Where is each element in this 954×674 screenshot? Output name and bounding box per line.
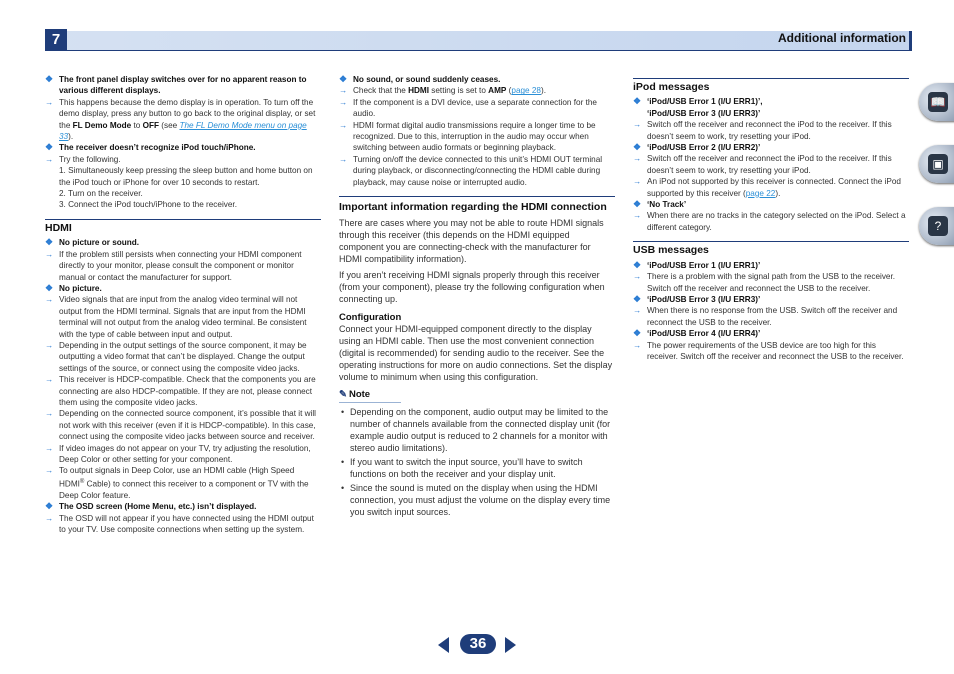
answer: → Switch off the receiver and reconnect the iPod to the receiver. If this doesn’t seem to work, try resetting your iPod. xyxy=(633,120,892,141)
book-icon: 📖 xyxy=(928,92,948,112)
question: ❖ ‘iPod/USB Error 3 (I/U ERR3)’ xyxy=(633,293,761,304)
question: ❖ No sound, or sound suddenly ceases. xyxy=(339,74,501,84)
column-middle xyxy=(339,74,615,520)
section-title: Additional information xyxy=(778,31,906,45)
answer: → Depending in the output settings of the source component, it may be outputting a video format that can’t be displayed. Change the output settings of the source, or connect using the composite video jacks. xyxy=(45,340,307,373)
arrow-right-icon: → xyxy=(633,177,642,187)
answer: → HDMI format digital audio transmissions require a longer time to be recognized. Due to this, interruption in the audio may occur when switching between audio formats or beginning playback. xyxy=(339,120,596,153)
diamond-icon: ❖ xyxy=(633,259,642,270)
header-end-bar xyxy=(909,31,912,51)
question: ❖ ‘No Track’ xyxy=(633,199,687,210)
answer: → If the component is a DVI device, use a separate connection for the audio. xyxy=(339,97,597,119)
arrow-right-icon: → xyxy=(45,513,54,523)
arrow-right-icon: → xyxy=(633,211,642,221)
answer: → Depending on the connected source component, it’s possible that it will not work with this receiver (even if it is HDCP-compatible). In this case, connect using the composite video jacks between source and receiver. xyxy=(45,409,317,442)
diamond-icon: ❖ xyxy=(339,74,348,84)
answer: → Try the following. xyxy=(45,154,121,164)
diamond-icon: ❖ xyxy=(633,142,642,153)
diamond-icon: ❖ xyxy=(633,199,642,210)
question: ❖ ‘iPod/USB Error 2 (I/U ERR2)’ xyxy=(633,142,761,153)
arrow-right-icon: → xyxy=(339,120,348,130)
column-right xyxy=(633,74,909,362)
arrow-right-icon: → xyxy=(633,340,642,350)
question: ❖ ‘iPod/USB Error 4 (I/U ERR4)’ xyxy=(633,328,761,339)
previous-page-icon[interactable] xyxy=(438,637,449,653)
answer: → Switch off the receiver and reconnect the iPod to the receiver. If this doesn’t seem to work, try resetting your iPod. xyxy=(633,154,892,175)
bullet-icon: • xyxy=(341,456,345,467)
bullet-icon: • xyxy=(341,406,345,417)
answer: → An iPod not supported by this receiver is connected. Connect the iPod supported by this receiver (page 22). xyxy=(633,177,901,198)
paragraph: If you aren’t receiving HDMI signals properly through this receiver (from your component), please try the following configuration when connecting up. xyxy=(339,270,605,305)
section-heading-hdmi: HDMI xyxy=(45,219,321,234)
answer: → To output signals in Deep Color, use an HDMI cable (High Speed HDMI® Cable) to connect this receiver to a component or TV with the Deep Color feature. xyxy=(45,466,309,500)
paragraph: There are cases where you may not be able to route HDMI signals through this receiver (this depends on the HDMI equipped component you are connecting-check with the manufacturer for HDMI compatibility information). xyxy=(339,218,604,265)
arrow-right-icon: → xyxy=(45,295,54,305)
diamond-icon: ❖ xyxy=(45,282,54,293)
answer: → The OSD will not appear if you have connected using the HDMI output to your TV. Use composite connections when setting up the system. xyxy=(45,513,314,535)
next-page-icon[interactable] xyxy=(505,637,516,653)
section-heading-usb: USB messages xyxy=(633,241,909,256)
page-link[interactable]: The FL Demo Mode menu on page 33 xyxy=(59,120,307,142)
answer: → Video signals that are input from the analog video terminal will not output from the HDMI terminal. Signals that are input from the HDMI terminal will not output from the analog video terminal. Be consistent with the type of cable between input and output. xyxy=(45,295,307,339)
question: ❖ The front panel display switches over for no apparent reason to various different displays. xyxy=(45,74,307,96)
diamond-icon: ❖ xyxy=(633,328,642,339)
answer: → This receiver is HDCP-compatible. Check that the components you are connecting are also HDCP-compatible. If they are not, please connect them using the composite video jacks. xyxy=(45,375,316,407)
arrow-right-icon: → xyxy=(45,466,54,476)
note-item: • Depending on the component, audio output may be limited to the number of channels available from the connected display unit (for example audio output is reduced to 2 channels for a monitor with stereo audio limitations). xyxy=(341,406,611,453)
arrow-right-icon: → xyxy=(339,154,348,164)
page-link[interactable]: page 22 xyxy=(745,188,776,198)
note-item: • If you want to switch the input source, you’ll have to switch functions on both the receiver and your display unit. xyxy=(341,456,583,479)
diamond-icon: ❖ xyxy=(633,293,642,304)
diamond-icon: ❖ xyxy=(45,237,54,248)
answer: → This happens because the demo display is in operation. To turn off the demo display, press any button to go back to the original display, or set the FL Demo Mode to OFF (see The FL Demo Mode menu on page 33). xyxy=(45,97,316,142)
question: ❖ No picture or sound. xyxy=(45,237,140,248)
question: ❖ ‘iPod/USB Error 1 (I/U ERR1)’, ‘iPod/USB Error 3 (I/U ERR3)’ xyxy=(633,96,763,118)
section-heading-hdmi-info: Important information regarding the HDMI connection xyxy=(339,196,615,214)
subheading-configuration: Configuration xyxy=(339,312,402,324)
diamond-icon: ❖ xyxy=(45,501,54,512)
arrow-right-icon: → xyxy=(339,97,348,107)
note-heading: ✎ Note xyxy=(339,389,401,402)
arrow-right-icon: → xyxy=(45,443,54,453)
page-number: 36 xyxy=(460,634,496,654)
arrow-right-icon: → xyxy=(45,154,54,164)
step-item: 3. Connect the iPod touch/iPhone to the receiver. xyxy=(59,200,237,210)
step-item: 1. Simultaneously keep pressing the sleep button and home button on the iPod touch or iPhone for over 10 seconds to restart. xyxy=(59,166,313,187)
arrow-right-icon: → xyxy=(45,249,54,259)
arrow-right-icon: → xyxy=(45,409,54,419)
diamond-icon: ❖ xyxy=(45,142,54,153)
answer: → Turning on/off the device connected to this unit’s HDMI OUT terminal during playback, or disconnecting/connecting the HDMI cable during playback, may cause noise or interrupted audio. xyxy=(339,154,603,187)
answer: → If the problem still persists when connecting your HDMI component directly to your monitor, please consult the component or monitor manual or contact the manufacturer for support. xyxy=(45,249,302,282)
answer: → When there is no response from the USB. Switch off the receiver and reconnect the USB to the receiver. xyxy=(633,306,898,327)
question: ❖ The OSD screen (Home Menu, etc.) isn’t displayed. xyxy=(45,501,257,512)
question: ❖ The receiver doesn’t recognize iPod touch/iPhone. xyxy=(45,142,256,153)
note-item: • Since the sound is muted on the display when using the HDMI connection, you must adjust the volume on the display every time you switch input sources. xyxy=(341,482,611,517)
paragraph: Connect your HDMI-equipped component directly to the display using an HDMI cable. Then use the most convenient connection (digital is recommended) for sending audio to the receiver. See the operating instructions for more on audio connections. Set the display volume to minimum when using this configuration. xyxy=(339,324,613,383)
help-icon: ? xyxy=(928,216,948,236)
receiver-icon: ▣ xyxy=(928,154,948,174)
pencil-icon: ✎ xyxy=(339,389,347,401)
question: ❖ No picture. xyxy=(45,282,102,293)
answer: → There is a problem with the signal path from the USB to the receiver. Switch off the receiver and reconnect the USB to the receiver. xyxy=(633,272,896,293)
column-left xyxy=(45,74,321,536)
chapter-number: 7 xyxy=(45,29,67,51)
pager xyxy=(438,634,518,656)
arrow-right-icon: → xyxy=(633,306,642,316)
side-tab-book[interactable] xyxy=(919,83,954,121)
arrow-right-icon: → xyxy=(339,86,348,96)
side-tab-help[interactable] xyxy=(919,207,954,245)
arrow-right-icon: → xyxy=(633,154,642,164)
side-tab-receiver[interactable] xyxy=(919,145,954,183)
page-link[interactable]: page 28 xyxy=(511,86,541,96)
arrow-right-icon: → xyxy=(45,97,54,107)
diamond-icon: ❖ xyxy=(45,74,54,84)
arrow-right-icon: → xyxy=(633,272,642,282)
bullet-icon: • xyxy=(341,482,345,493)
section-heading-ipod: iPod messages xyxy=(633,78,909,93)
arrow-right-icon: → xyxy=(45,375,54,385)
arrow-right-icon: → xyxy=(45,340,54,350)
answer: → The power requirements of the USB device are too high for this receiver. Switch off the receiver and reconnect the USB to the receiver. xyxy=(633,340,904,361)
diamond-icon: ❖ xyxy=(633,96,642,107)
question: ❖ ‘iPod/USB Error 1 (I/U ERR1)’ xyxy=(633,259,761,270)
step-item: 2. Turn on the receiver. xyxy=(59,189,143,199)
answer: → Check that the HDMI setting is set to AMP (page 28). xyxy=(339,86,547,96)
answer: → If video images do not appear on your TV, try adjusting the resolution, Deep Color or other setting for your component. xyxy=(45,443,311,464)
answer: → When there are no tracks in the category selected on the iPod. Select a different category. xyxy=(633,211,906,232)
arrow-right-icon: → xyxy=(633,120,642,130)
